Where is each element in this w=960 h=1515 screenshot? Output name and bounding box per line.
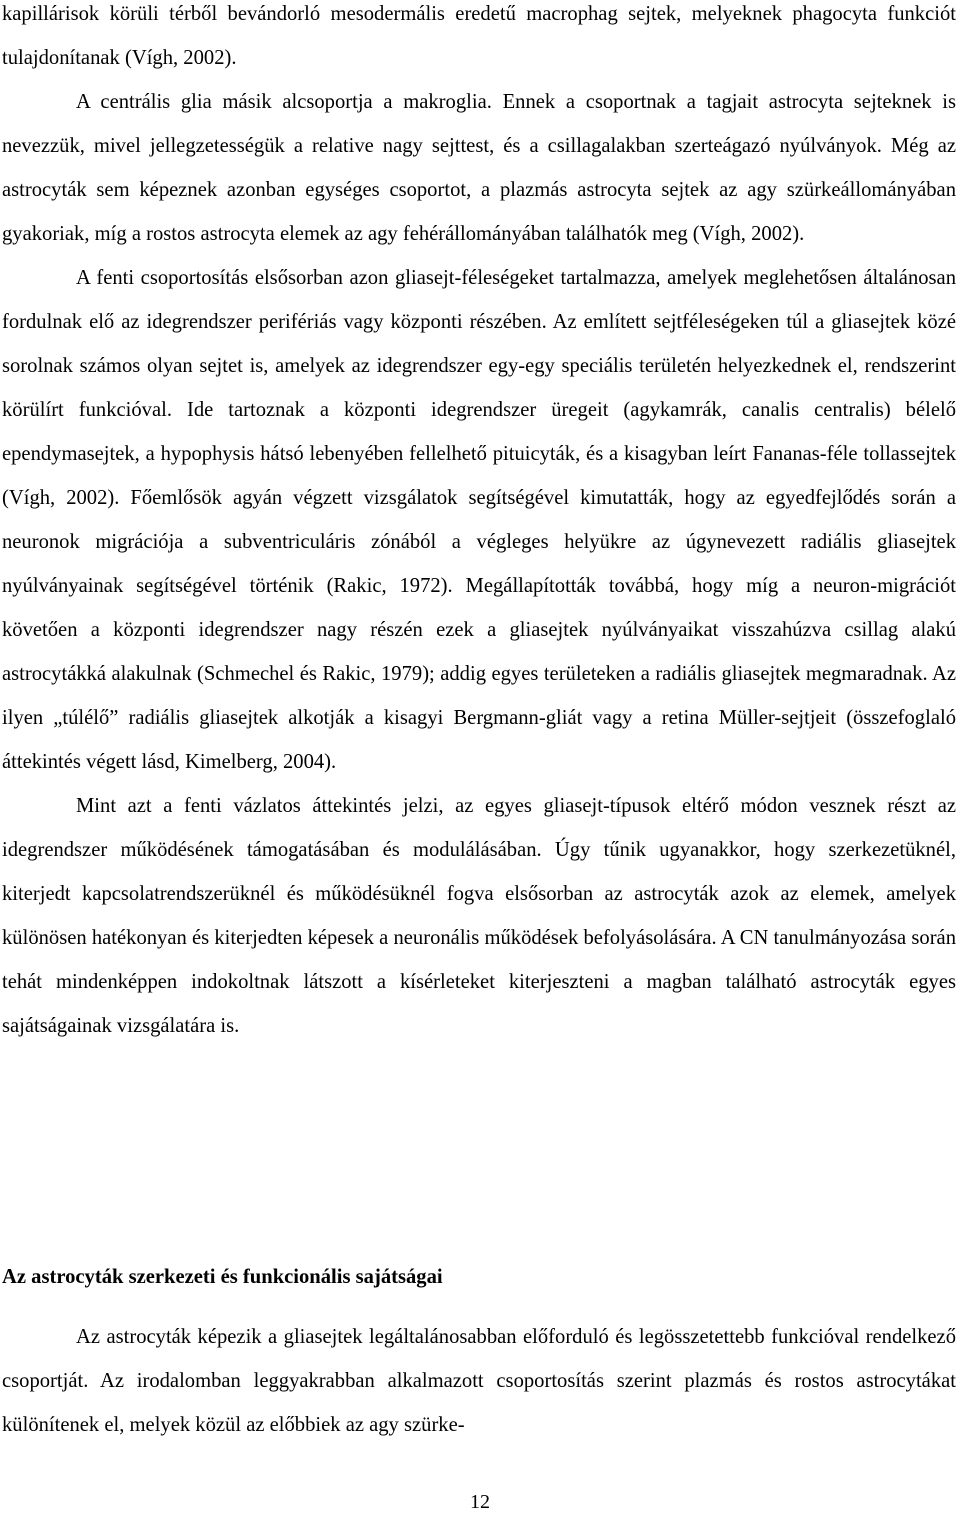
paragraph-continued: kapillárisok körüli térből bevándorló mesodermális eredetű macrophag sejtek, melyeknek phagocyta funkciót tulajdonítanak (Vígh, 2002). bbox=[2, 3, 956, 69]
paragraph-glia-grouping: A fenti csoportosítás elsősorban azon gliasejt-féleségeket tartalmazza, amelyek meglehetősen általánosan fordulnak elő az idegrendszer perifériás vagy központi részében. Az említett sejtféleségeken túl a gliasejtek közé sorolnak számos olyan sejtet is, amelyek az idegrendszer egy-egy speciális területén helyezkednek el, rendszerint körülírt funkcióval. Ide tartoznak a központi idegrendszer üregeit (agykamrák, canalis centralis) bélelő ependymasejtek, a hypophysis hátsó lebenyében fellelhető pituicyták, és a kisagyban leírt Fananas-féle tollassejtek (Vígh, 2002). Főemlősök agyán végzett vizsgálatok segítségével kimutatták, hogy az egyedfejlődés során a neuronok migrációja a subventriculáris zónából a végleges helyükre az úgynevezett radiális gliasejtek nyúlványainak segítségével történik (Rakic, 1972). Megállapították továbbá, hogy míg a neuron-migrációt követően a központi idegrendszer nagy részén ezek a gliasejtek nyúlványaikat visszahúzva csillag alakú astrocytákká alakulnak (Schmechel és Rakic, 1979); addig egyes területeken a radiális gliasejtek megmaradnak. Az ilyen „túlélő” radiális gliasejtek alkotják a kisagyi Bergmann-gliát vagy a retina Müller-sejtjeit (összefoglaló áttekintés végett lásd, Kimelberg, 2004). bbox=[2, 267, 956, 773]
paragraph-overview-summary: Mint azt a fenti vázlatos áttekintés jelzi, az egyes gliasejt-típusok eltérő módon vesznek részt az idegrendszer működésének támogatásában és modulálásában. Úgy tűnik ugyanakkor, hogy szerkezetüknél, kiterjedt kapcsolatrendszerüknél és működésüknél fogva elsősorban az astrocyták azok az elemek, amelyek különösen hatékonyan és kiterjedten képesek a neuronális működések befolyásolására. A CN tanulmányozása során tehát mindenképpen indokoltnak látszott a kísérleteket kiterjeszteni a magban található astrocyták egyes sajátságainak vizsgálatára is. bbox=[2, 795, 956, 1037]
body-text-section-1 bbox=[2, 0, 956, 1048]
paragraph-makroglia: A centrális glia másik alcsoportja a makroglia. Ennek a csoportnak a tagjait astrocyta sejteknek is nevezzük, mivel jellegzetességük a relative nagy sejttest, és a csillagalakban szerteágazó nyúlványok. Még az astrocyták sem képeznek azonban egységes csoportot, a plazmás astrocyta sejtek az agy szürkeállományában gyakoriak, míg a rostos astrocyta elemek az agy fehérállományában találhatók meg (Vígh, 2002). bbox=[2, 91, 956, 245]
body-text-section-2 bbox=[2, 1315, 956, 1447]
section-heading: Az astrocyták szerkezeti és funkcionális sajátságai bbox=[2, 1266, 443, 1288]
page-number: 12 bbox=[470, 1491, 490, 1513]
paragraph-astrocyte-intro: Az astrocyták képezik a gliasejtek legáltalánosabban előforduló és legösszetettebb funkcióval rendelkező csoportját. Az irodalomban leggyakrabban alkalmazott csoportosítás szerint plazmás és rostos astrocytákat különítenek el, melyek közül az előbbiek az agy szürke- bbox=[2, 1326, 956, 1436]
